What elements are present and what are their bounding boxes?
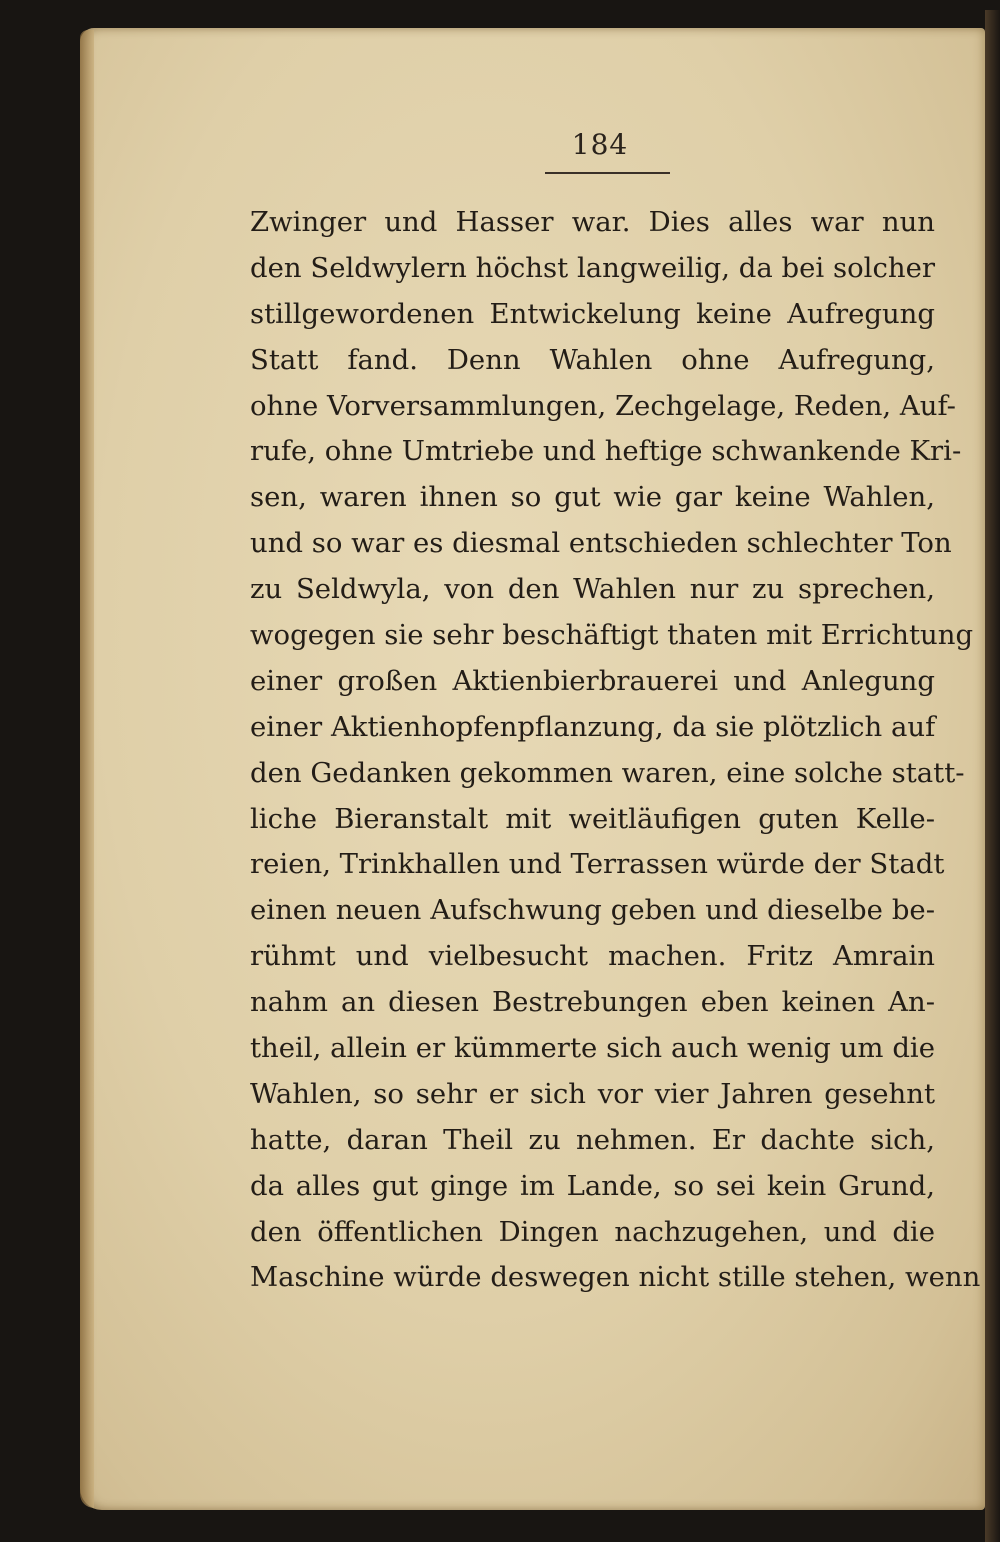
text-line: sen, waren ihnen so gut wie gar keine Wahlen, (250, 481, 935, 514)
text-line: einer großen Aktienbierbrauerei und Anlegung (250, 664, 935, 697)
page-number-rule (545, 172, 670, 174)
text-line: Statt fand. Denn Wahlen ohne Aufregung, (250, 343, 935, 376)
text-line: hatte, daran Theil zu nehmen. Er dachte sich, (250, 1123, 935, 1156)
text-line: wogegen sie sehr beschäftigt thaten mit Errichtung (250, 619, 974, 652)
text-line: stillgewordenen Entwickelung keine Aufregung (250, 297, 935, 330)
page-number: 184 (571, 128, 629, 161)
text-line: den Gedanken gekommen waren, eine solche statt- (250, 756, 965, 789)
text-line: und so war es diesmal entschieden schlechter Ton (250, 527, 952, 560)
text-line: Zwinger und Hasser war. Dies alles war nun (250, 206, 935, 238)
text-line: den Seldwylern höchst langweilig, da bei solcher (250, 251, 935, 284)
text-line: liche Bieranstalt mit weitläufigen guten Kelle- (250, 802, 935, 835)
page-binding-edge (80, 30, 94, 1508)
text-line: den öffentlichen Dingen nachzugehen, und die (250, 1215, 935, 1248)
text-line: Maschine würde deswegen nicht stille stehen, wenn (250, 1261, 981, 1294)
text-line: rufe, ohne Umtriebe und heftige schwankende Kri- (250, 435, 962, 468)
text-line: da alles gut ginge im Lande, so sei kein Grund, (250, 1169, 935, 1202)
text-line: theil, allein er kümmerte sich auch wenig um die (250, 1032, 935, 1065)
text-line: rühmt und vielbesucht machen. Fritz Amrain (250, 940, 935, 973)
text-line: Wahlen, so sehr er sich vor vier Jahren gesehnt (250, 1077, 935, 1110)
text-line: einer Aktienhopfenpflanzung, da sie plötzlich auf (250, 710, 936, 743)
text-line: einen neuen Aufschwung geben und dieselbe be- (250, 894, 935, 927)
text-line: zu Seldwyla, von den Wahlen nur zu sprechen, (250, 573, 935, 606)
text-line: nahm an diesen Bestrebungen eben keinen An- (250, 986, 935, 1019)
book-right-edge (985, 10, 1000, 1542)
text-line: reien, Trinkhallen und Terrassen würde der Stadt (250, 848, 945, 881)
text-line: ohne Vorversammlungen, Zechgelage, Reden, Auf- (250, 389, 956, 422)
body-text (250, 200, 981, 1301)
